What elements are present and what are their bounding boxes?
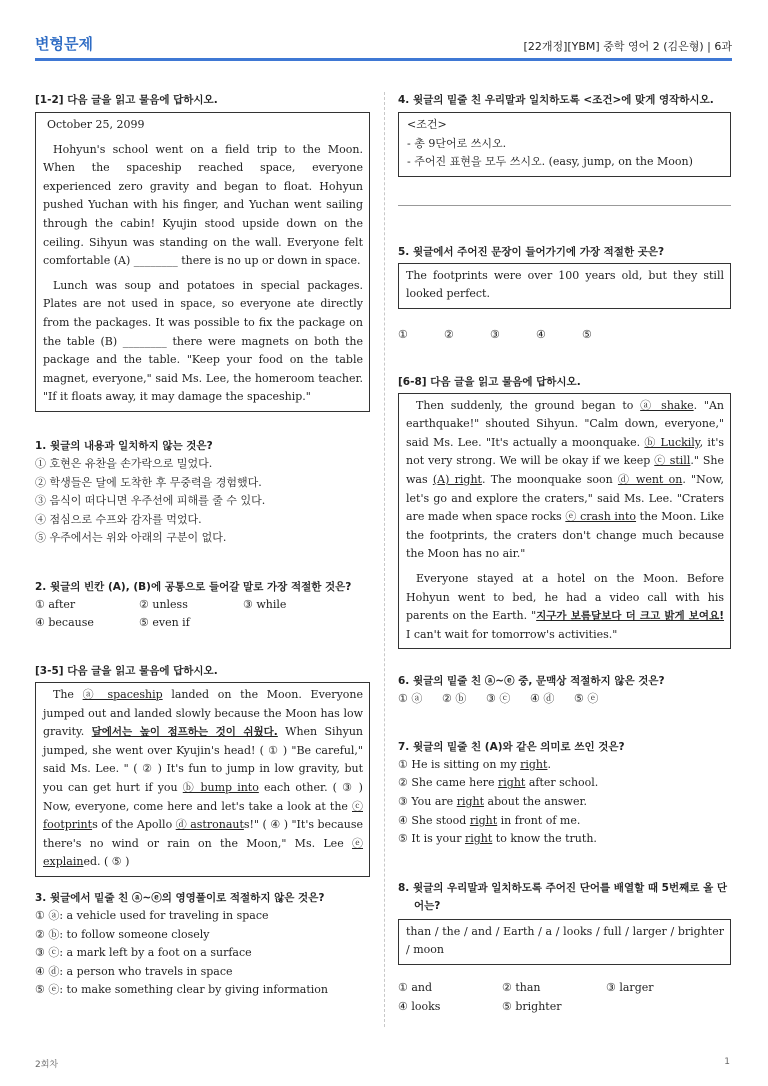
q2-title: 2. 윗글의 빈칸 (A), (B)에 공통으로 들어갈 말로 가장 적절한 것은? <box>35 580 352 593</box>
q5-option-2[interactable]: ② <box>444 327 454 341</box>
q4-title: 4. 윗글의 밑줄 친 우리말과 일치하도록 <조건>에 맞게 영작하시오. <box>398 94 714 106</box>
q2-options <box>35 596 370 633</box>
q4-condition-1: - 총 9단어로 쓰시오. <box>407 136 507 150</box>
page-number: 1 <box>724 1057 730 1067</box>
passage1-date: October 25, 2099 <box>47 118 145 131</box>
q1-option-2[interactable]: ② 학생들은 달에 도착한 후 무중력을 경험했다. <box>35 475 262 489</box>
q3-option-5[interactable]: ⑤ ⓔ: to make something clear by giving information <box>35 983 328 997</box>
q5-title: 5. 윗글에서 주어진 문장이 들어가기에 가장 적절한 곳은? <box>398 245 665 258</box>
marker-A: (A) right <box>432 472 482 486</box>
passage2-paragraph: The ⓐ spaceship landed on the Moon. Everyone jumped out and landed slowly because the Moon has low gravity. 달에서는 높이 점프하는 것이 쉬웠다. When Sihyun jumped, she went over Kyujin's head! ( ① ) "Be careful," said Ms. Lee. " ( ② ) It's fun to jump in low gravity, but you can get hurt if you ⓑ bump into each other. ( ③ ) Now, everyone, come here and let's take a look at the ⓒ footprints of the Apollo ⓓ astronauts!" ( ④ ) "It's because there's no wind or rain on the Moon," Ms. Lee ⓔ explained. ( ⑤ ) <box>43 688 364 869</box>
q1-option-1[interactable]: ① 호현은 유찬을 손가락으로 밀었다. <box>35 456 213 470</box>
q8-title: 8. 윗글의 우리말과 일치하도록 주어진 단어를 배열할 때 5번째로 올 단어는? <box>398 881 728 912</box>
marker-d: ⓓ went on <box>617 472 683 486</box>
q5-option-5[interactable]: ⑤ <box>582 327 592 341</box>
marker-d: ⓓ astronaut <box>175 818 244 832</box>
q5-given-sentence: The footprints were over 100 years old, but they still looked perfect. <box>406 268 724 301</box>
q7-options <box>398 756 731 849</box>
passage1-paragraph-2: Lunch was soup and potatoes in special packages. Plates are not used in space, so everyone ate directly from the packages. It was possible to fix the package on the table (B) ________ there were magnets on both the package and the table. "Keep your food on the table magnet, everyone," said Ms. Lee, the homeroom teacher. "If it floats away, it may damage the spaceship." <box>43 278 363 404</box>
q6-option-5[interactable]: ⑤ ⓔ <box>574 692 599 706</box>
q4-condition-2: - 주어진 표현을 모두 쓰시오. (easy, jump, on the Moon) <box>407 155 693 169</box>
q1-option-4[interactable]: ④ 점심으로 수프와 감자를 먹었다. <box>35 512 202 526</box>
q8-words: than / the / and / Earth / a / looks / full / larger / brighter / moon <box>406 924 724 957</box>
q6-option-4[interactable]: ④ ⓓ <box>530 692 555 706</box>
marker-e: ⓔ explain <box>43 836 363 869</box>
q2-option-4[interactable]: ④ because <box>35 616 94 630</box>
q1-option-5[interactable]: ⑤ 우주에서는 위와 아래의 구분이 없다. <box>35 531 227 545</box>
q8-options <box>398 979 731 1016</box>
passage3-heading: [6-8] 다음 글을 읽고 물음에 답하시오. <box>398 375 581 388</box>
q2-option-5[interactable]: ⑤ even if <box>139 616 190 630</box>
korean-underlined-sentence: 달에서는 높이 점프하는 것이 쉬웠다. <box>91 726 278 739</box>
left-column <box>35 88 370 1000</box>
marker-a: ⓐ shake <box>640 398 694 412</box>
q8-option-1[interactable]: ① and <box>398 981 433 995</box>
q6-option-1[interactable]: ① ⓐ <box>398 692 423 706</box>
q4-answer-line[interactable] <box>398 205 731 206</box>
q4-condition-box <box>398 112 731 177</box>
q5-options <box>398 326 731 345</box>
q2-option-1[interactable]: ① after <box>35 597 76 611</box>
q4-condition-title: <조건> <box>407 118 447 131</box>
q3-option-4[interactable]: ④ ⓓ: a person who travels in space <box>35 964 233 978</box>
marker-a: ⓐ spaceship <box>82 688 163 702</box>
q2-option-3[interactable]: ③ while <box>243 597 287 611</box>
page-title: 변형문제 <box>35 35 93 53</box>
q7-option-3[interactable]: ③ You are right about the answer. <box>398 795 588 809</box>
q5-option-1[interactable]: ① <box>398 327 408 341</box>
right-column <box>398 88 731 1016</box>
passage1-paragraph-1: Hohyun's school went on a field trip to the Moon. When the spaceship reached space, everyone experienced zero gravity and began to float. Hohyun pushed Yuchan with his finger, and Yuchan went sailing through the cabin! Kyujin stood upside down on the ceiling. Sihyun was standing on the wall. Everyone felt comfortable (A) ________ there is no up or down in space. <box>43 142 363 268</box>
marker-c: ⓒ footprint <box>43 799 363 832</box>
passage3-box <box>398 393 731 650</box>
marker-b: ⓑ Luckily <box>644 435 700 449</box>
round-label: 2회차 <box>35 1060 59 1070</box>
marker-e: ⓔ crash into <box>565 510 637 524</box>
q3-option-1[interactable]: ① ⓐ: a vehicle used for traveling in space <box>35 909 269 922</box>
q8-option-3[interactable]: ③ larger <box>606 981 654 995</box>
q6-option-3[interactable]: ③ ⓒ <box>486 692 511 706</box>
column-divider <box>384 92 385 1027</box>
q8-option-4[interactable]: ④ looks <box>398 999 441 1013</box>
q8-option-5[interactable]: ⑤ brighter <box>502 999 562 1013</box>
passage3-paragraph-2: Everyone stayed at a hotel on the Moon. Before Hohyun went to bed, he had a video call with his parents on the Earth. "지구가 보름달보다 더 크고 밝게 보여요! I can't wait for tomorrow's activities." <box>406 571 724 641</box>
q3-options <box>35 907 370 1000</box>
passage2-box <box>35 682 370 877</box>
q8-word-box <box>398 919 731 965</box>
q7-option-5[interactable]: ⑤ It is your right to know the truth. <box>398 832 597 846</box>
q6-title: 6. 윗글의 밑줄 친 ⓐ~ⓔ 중, 문맥상 적절하지 않은 것은? <box>398 675 665 688</box>
q7-option-1[interactable]: ① He is sitting on my right. <box>398 757 551 771</box>
q5-option-3[interactable]: ③ <box>490 327 500 341</box>
q1-options <box>35 455 370 548</box>
korean-underlined-sentence: 지구가 보름달보다 더 크고 밝게 보여요! <box>536 610 724 623</box>
q6-options <box>398 690 731 709</box>
passage1-box <box>35 112 370 412</box>
q1-title: 1. 윗글의 내용과 일치하지 않는 것은? <box>35 439 213 452</box>
q5-given-sentence-box <box>398 263 731 309</box>
header-divider <box>35 58 732 61</box>
marker-b: ⓑ bump into <box>182 781 259 795</box>
q3-option-2[interactable]: ② ⓑ: to follow someone closely <box>35 927 210 941</box>
q6-option-2[interactable]: ② ⓑ <box>442 692 467 706</box>
q1-option-3[interactable]: ③ 음식이 떠다니면 우주선에 피해를 줄 수 있다. <box>35 494 266 508</box>
passage1-heading: [1-2] 다음 글을 읽고 물음에 답하시오. <box>35 94 218 106</box>
q3-option-3[interactable]: ③ ⓒ: a mark left by a foot on a surface <box>35 946 252 960</box>
marker-c: ⓒ still <box>654 454 691 468</box>
q7-title: 7. 윗글의 밑줄 친 (A)와 같은 의미로 쓰인 것은? <box>398 740 625 753</box>
course-info: [22개정][YBM] 중학 영어 2 (김은형) | 6과 <box>523 40 732 53</box>
q3-title: 3. 윗글에서 밑줄 친 ⓐ~ⓔ의 영영풀이로 적절하지 않은 것은? <box>35 892 325 904</box>
q8-option-2[interactable]: ② than <box>502 981 541 995</box>
q7-option-2[interactable]: ② She came here right after school. <box>398 776 599 790</box>
q2-option-2[interactable]: ② unless <box>139 597 188 611</box>
passage3-paragraph-1: Then suddenly, the ground began to ⓐ shake. "An earthquake!" shouted Sihyun. "Calm down, everyone," said Ms. Lee. "It's actually a moonquake. ⓑ Luckily, it's not very strong. We will be okay if we keep ⓒ still." She was (A) right. The moonquake soon ⓓ went on. "Now, let's go and explore the craters," said Ms. Lee. "Craters are made when space rocks ⓔ crash into the Moon. Like the footprints, the craters don't change much because the Moon has no air." <box>406 398 725 561</box>
passage2-heading: [3-5] 다음 글을 읽고 물음에 답하시오. <box>35 665 218 678</box>
q7-option-4[interactable]: ④ She stood right in front of me. <box>398 813 581 827</box>
q5-option-4[interactable]: ④ <box>536 327 546 341</box>
